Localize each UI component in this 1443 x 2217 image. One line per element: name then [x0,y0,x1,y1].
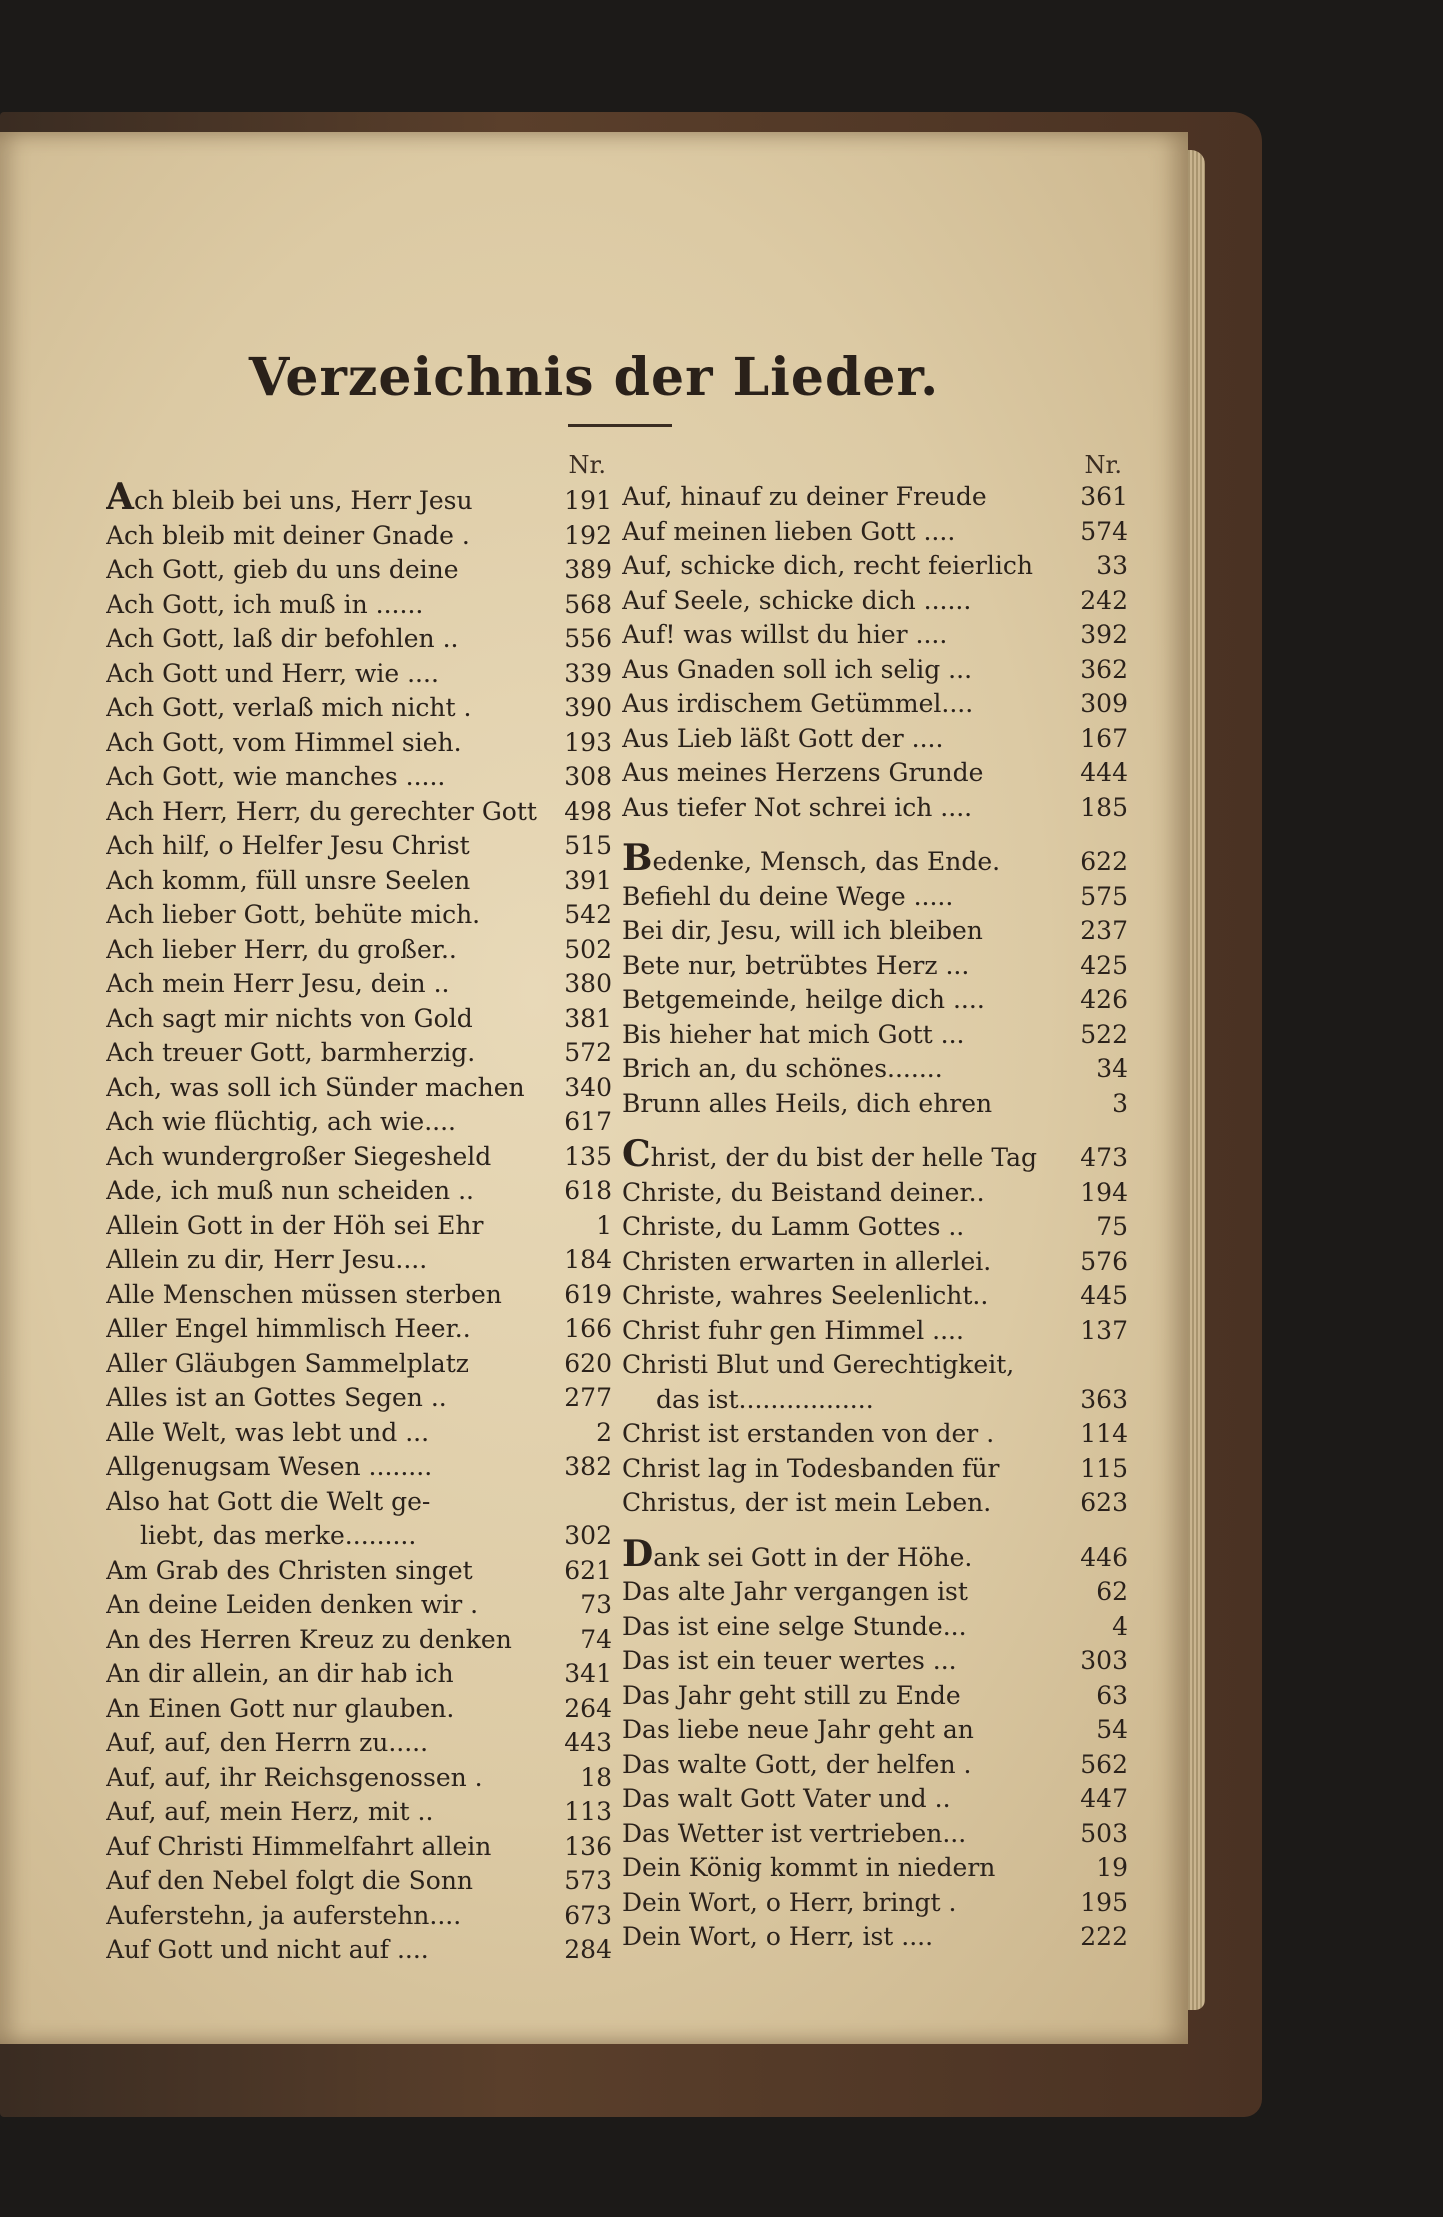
entry-title: Auf Gott und nicht auf .... [106,1935,429,1964]
entry-title: Das alte Jahr vergangen ist [622,1577,968,1606]
entry-number: 264 [564,1693,612,1723]
index-entry [106,933,612,968]
index-entry [106,1381,612,1416]
index-entry [622,914,1128,949]
entry-number: 568 [564,589,612,619]
entry-title: Auf, hinauf zu deiner Freude [622,482,987,511]
index-entry [106,691,612,726]
index-entry [106,1174,612,1209]
entry-title: Dein König kommt in niedern [622,1853,996,1882]
index-entry [622,1748,1128,1783]
entry-number: 623 [1080,1488,1128,1517]
index-entry [622,653,1128,688]
index-entry [622,1537,1128,1576]
entry-list-right [622,480,1128,1955]
entry-title: Auf, schicke dich, recht feierlich [622,551,1033,580]
entry-number: 63 [1096,1680,1128,1710]
entry-number: 114 [1080,1419,1128,1448]
entry-title: Ach treuer Gott, barmherzig. [106,1038,476,1067]
entry-number: 34 [1096,1054,1128,1083]
index-entry [106,967,612,1002]
entry-title: Dein Wort, o Herr, bringt . [622,1887,957,1917]
entry-title: liebt, das merke......... [140,1521,417,1550]
index-entry [622,880,1128,915]
entry-number: 136 [564,1831,612,1861]
entry-number: 166 [564,1314,612,1343]
entry-title: Allein zu dir, Herr Jesu.... [106,1245,428,1274]
index-entry [622,1383,1128,1418]
entry-number: 389 [564,555,612,584]
entry-number: 339 [564,658,612,688]
index-entry [106,1209,612,1244]
entry-number: 617 [564,1107,612,1136]
entry-title: Aus irdischem Getümmel.... [622,689,974,718]
entry-number: 575 [1080,881,1128,911]
entry-number: 340 [564,1072,612,1102]
entry-number: 222 [1080,1922,1128,1951]
entry-number: 73 [580,1590,612,1619]
entry-title: Dein Wort, o Herr, ist .... [622,1922,934,1951]
entry-title: Betgemeinde, heilge dich .... [622,985,985,1014]
index-entry [106,726,612,761]
index-entry [622,1851,1128,1886]
entry-number: 33 [1096,551,1128,580]
entry-number: 620 [564,1348,612,1378]
entry-title: Auf Christi Himmelfahrt allein [106,1831,492,1861]
nr-header-right: Nr. [1084,451,1122,479]
entry-number: 1 [596,1210,612,1240]
index-entry [622,722,1128,757]
index-entry [622,1817,1128,1852]
index-entry [106,1140,612,1175]
index-entry [622,1348,1128,1383]
index-entry [106,1450,612,1485]
entry-title: Bis hieher hat mich Gott ... [622,1019,965,1049]
entry-title: Auf, auf, den Herrn zu..... [106,1728,429,1757]
entry-title: Ach sagt mir nichts von Gold [106,1003,473,1033]
entry-title: Aus tiefer Not schrei ich .... [622,792,973,822]
entry-number: 574 [1080,516,1128,546]
entry-number: 425 [1080,950,1128,980]
entry-title: An deine Leiden denken wir . [106,1590,479,1619]
index-entry [622,549,1128,584]
entry-title: Ach Gott, gieb du uns deine [106,555,459,584]
index-entry [106,1036,612,1071]
index-column-left [106,450,612,1968]
entry-title: Ach bleib bei uns, Herr Jesu [106,480,473,518]
index-entry [622,756,1128,791]
entry-number: 572 [564,1038,612,1067]
page-title: Verzeichnis der Lieder. [248,347,940,408]
index-entry [622,1679,1128,1714]
index-entry [622,791,1128,826]
entry-title: Christe, wahres Seelenlicht.. [622,1281,989,1310]
entry-number: 308 [564,762,612,791]
entry-title: Ach bleib mit deiner Gnade . [106,520,470,550]
index-entry [106,553,612,588]
entry-title: Christ ist erstanden von der . [622,1419,995,1448]
entry-number: 2 [596,1417,612,1447]
entry-title: Bedenke, Mensch, das Ende. [622,841,1001,879]
entry-title: Aller Engel himmlisch Heer.. [106,1314,471,1343]
entry-number: 19 [1096,1853,1128,1882]
entry-number: 341 [564,1659,612,1688]
entry-number: 54 [1096,1715,1128,1744]
entry-number: 193 [564,727,612,757]
entry-number: 167 [1080,723,1128,753]
index-entry [106,1347,612,1382]
entry-title: Christi Blut und Gerechtigkeit, [622,1350,1015,1379]
entry-number: 302 [564,1521,612,1550]
entry-number: 576 [1080,1246,1128,1276]
entry-title: Auf den Nebel folgt die Sonn [106,1866,474,1895]
entry-number: 381 [564,1003,612,1033]
entry-number: 473 [1080,1143,1128,1172]
entry-number: 542 [564,900,612,929]
entry-title: Auf, auf, ihr Reichsgenossen . [106,1762,483,1792]
index-column-right [622,450,1128,1955]
entry-number: 303 [1080,1646,1128,1675]
entry-number: 115 [1080,1453,1128,1483]
index-entry [106,1830,612,1865]
entry-number: 382 [564,1452,612,1481]
entry-number: 502 [564,934,612,964]
index-entry [622,1782,1128,1817]
entry-number: 184 [564,1245,612,1274]
index-entry [622,1087,1128,1122]
entry-title: Das ist ein teuer wertes ... [622,1646,957,1675]
book-page [0,132,1188,2044]
entry-title: Das walt Gott Vater und .. [622,1784,951,1813]
entry-title: Am Grab des Christen singet [106,1555,473,1585]
index-entry [106,519,612,554]
entry-title: Alle Welt, was lebt und ... [106,1417,430,1447]
index-entry [106,1899,612,1934]
entry-number: 3 [1112,1088,1128,1118]
entry-number: 619 [564,1279,612,1309]
index-entry [106,1071,612,1106]
entry-title: Aus Lieb läßt Gott der .... [622,723,944,753]
entry-title: Christ, der du bist der helle Tag [622,1137,1038,1175]
index-entry [106,622,612,657]
entry-number: 515 [564,831,612,860]
entry-title: Ach hilf, o Helfer Jesu Christ [106,831,470,860]
entry-number: 277 [564,1383,612,1412]
entry-title: Allgenugsam Wesen ........ [106,1452,433,1481]
index-entry [106,1933,612,1968]
entry-title: Ach komm, füll unsre Seelen [106,865,471,895]
title-rule [568,424,672,427]
entry-title: Ach Gott, vom Himmel sieh. [106,727,462,757]
entry-number: 62 [1096,1577,1128,1606]
entry-title: Ach Gott und Herr, wie .... [106,658,439,688]
entry-number: 556 [564,624,612,653]
entry-title: das ist................. [656,1384,874,1414]
entry-title: Allein Gott in der Höh sei Ehr [106,1210,484,1240]
entry-title: Christus, der ist mein Leben. [622,1488,992,1517]
index-entry [106,864,612,899]
entry-number: 4 [1112,1611,1128,1641]
entry-title: An des Herren Kreuz zu denken [106,1624,512,1654]
index-entry [622,618,1128,653]
index-entry [106,1416,612,1451]
entry-title: Ade, ich muß nun scheiden .. [106,1176,474,1205]
index-entry [106,1864,612,1899]
entry-title: Brich an, du schönes....... [622,1054,943,1083]
entry-title: Das Wetter ist vertrieben... [622,1818,967,1848]
entry-number: 284 [564,1935,612,1964]
index-entry [622,584,1128,619]
entry-title: Aller Gläubgen Sammelplatz [106,1348,469,1378]
entry-list-left [106,480,612,1968]
entry-title: Christ lag in Todesbanden für [622,1453,1000,1483]
entry-title: Auf! was willst du hier .... [622,620,948,649]
index-entry [622,687,1128,722]
entry-title: Ach Gott, verlaß mich nicht . [106,693,472,722]
index-entry [622,1886,1128,1921]
index-entry [622,949,1128,984]
entry-number: 185 [1080,792,1128,822]
entry-title: Ach lieber Herr, du großer.. [106,934,457,964]
index-entry [106,657,612,692]
entry-title: Ach mein Herr Jesu, dein .. [106,969,450,998]
index-entry [622,1176,1128,1211]
entry-number: 18 [580,1762,612,1792]
index-entry [622,1052,1128,1087]
entry-title: Auf, auf, mein Herz, mit .. [106,1797,434,1826]
index-entry [622,1314,1128,1349]
entry-title: Auferstehn, ja auferstehn.... [106,1900,462,1930]
entry-number: 673 [564,1900,612,1930]
section-gap [622,1121,1128,1137]
index-entry [106,898,612,933]
entry-title: Alles ist an Gottes Segen .. [106,1383,447,1412]
index-entry [622,1486,1128,1521]
entry-title: Bete nur, betrübtes Herz ... [622,950,970,980]
section-gap [622,1521,1128,1537]
index-entry [622,1417,1128,1452]
entry-title: Christe, du Lamm Gottes .. [622,1212,965,1241]
index-entry [106,1519,612,1554]
entry-number: 445 [1080,1281,1128,1310]
entry-number: 621 [564,1555,612,1585]
entry-number: 380 [564,969,612,998]
index-entry [622,841,1128,880]
entry-number: 194 [1080,1177,1128,1207]
entry-number: 363 [1080,1384,1128,1414]
entry-number: 426 [1080,985,1128,1014]
entry-number: 390 [564,693,612,722]
entry-title: Ach, was soll ich Sünder machen [106,1072,525,1102]
entry-number: 618 [564,1176,612,1205]
index-entry [106,1002,612,1037]
entry-title: An dir allein, an dir hab ich [106,1659,454,1688]
entry-number: 74 [580,1624,612,1654]
entry-title: Ach Gott, ich muß in ...... [106,589,424,619]
entry-title: Christen erwarten in allerlei. [622,1246,992,1276]
entry-title: Auf Seele, schicke dich ...... [622,585,972,615]
entry-title: Das Jahr geht still zu Ende [622,1680,961,1710]
entry-number: 573 [564,1866,612,1895]
index-entry [622,1245,1128,1280]
entry-number: 392 [1080,620,1128,649]
entry-title: Das liebe neue Jahr geht an [622,1715,974,1744]
section-gap [622,825,1128,841]
entry-title: Bei dir, Jesu, will ich bleiben [622,916,983,945]
entry-number: 237 [1080,916,1128,945]
index-entry [106,1105,612,1140]
index-entry [106,1588,612,1623]
entry-title: Brunn alles Heils, dich ehren [622,1088,993,1118]
index-entry [106,1795,612,1830]
index-entry [622,1279,1128,1314]
entry-number: 444 [1080,758,1128,787]
entry-number: 443 [564,1728,612,1757]
entry-title: Alle Menschen müssen sterben [106,1279,502,1309]
entry-title: Ach wie flüchtig, ach wie.... [106,1107,456,1136]
entry-number: 562 [1080,1749,1128,1779]
entry-number: 361 [1080,482,1128,511]
index-entry [622,1920,1128,1955]
entry-number: 503 [1080,1818,1128,1848]
entry-number: 522 [1080,1019,1128,1049]
entry-title: Christe, du Beistand deiner.. [622,1177,985,1207]
index-entry [622,1644,1128,1679]
entry-title: Auf meinen lieben Gott .... [622,516,956,546]
index-entry [622,480,1128,515]
entry-number: 447 [1080,1784,1128,1813]
index-entry [622,1610,1128,1645]
index-entry [106,795,612,830]
index-entry [106,1485,612,1520]
entry-number: 113 [564,1797,612,1826]
entry-title: Aus meines Herzens Grunde [622,758,984,787]
index-entry [622,1137,1128,1176]
entry-number: 309 [1080,689,1128,718]
index-entry [622,983,1128,1018]
entry-number: 75 [1096,1212,1128,1241]
entry-number: 362 [1080,654,1128,684]
entry-title: Also hat Gott die Welt ge- [106,1486,431,1516]
entry-title: Ach Gott, laß dir befohlen .. [106,624,459,653]
index-entry [622,1452,1128,1487]
index-entry [106,1657,612,1692]
index-entry [622,1210,1128,1245]
index-entry [622,1575,1128,1610]
index-entry [106,760,612,795]
entry-title: Dank sei Gott in der Höhe. [622,1536,973,1575]
entry-title: Ach Herr, Herr, du gerechter Gott [106,796,537,826]
index-entry [106,1278,612,1313]
index-entry [106,1726,612,1761]
entry-title: Ach wundergroßer Siegesheld [106,1141,492,1171]
index-entry [622,515,1128,550]
index-entry [106,1312,612,1347]
entry-number: 446 [1080,1542,1128,1572]
index-entry [106,1761,612,1796]
entry-number: 191 [564,486,612,515]
index-entry [106,1554,612,1589]
index-entry [622,1018,1128,1053]
entry-title: An Einen Gott nur glauben. [106,1693,455,1723]
index-entry [106,1243,612,1278]
entry-title: Aus Gnaden soll ich selig ... [622,654,973,684]
entry-title: Das ist eine selge Stunde... [622,1611,967,1641]
entry-title: Ach lieber Gott, behüte mich. [106,900,481,929]
entry-number: 391 [564,865,612,895]
entry-number: 498 [564,796,612,826]
entry-number: 242 [1080,585,1128,615]
entry-number: 195 [1080,1887,1128,1917]
index-entry [106,1692,612,1727]
entry-title: Christ fuhr gen Himmel .... [622,1315,964,1345]
entry-number: 192 [564,520,612,550]
index-entry [106,480,612,519]
index-entry [622,1713,1128,1748]
entry-title: Ach Gott, wie manches ..... [106,762,446,791]
entry-title: Das walte Gott, der helfen . [622,1749,972,1779]
index-entry [106,829,612,864]
index-entry [106,588,612,623]
entry-number: 622 [1080,847,1128,876]
nr-header-left: Nr. [568,451,606,479]
entry-title: Befiehl du deine Wege ..... [622,881,954,911]
entry-number: 137 [1080,1315,1128,1345]
index-entry [106,1623,612,1658]
entry-number: 135 [564,1141,612,1171]
